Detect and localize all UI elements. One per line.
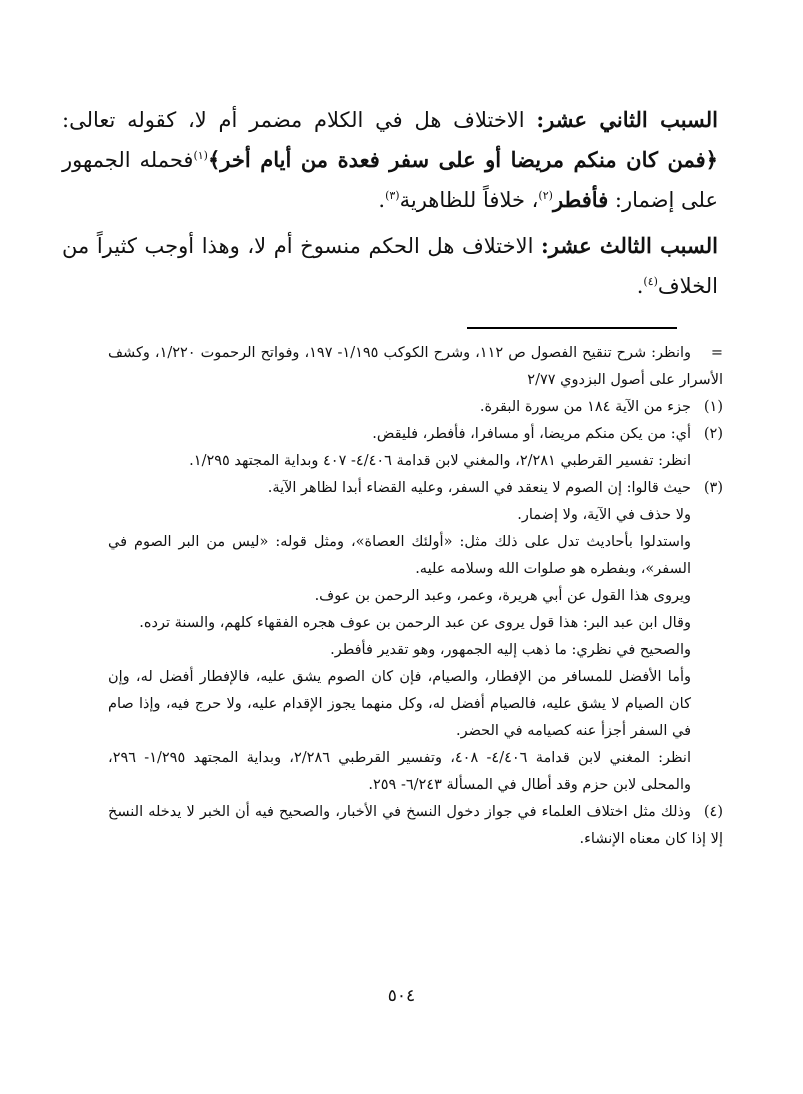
footnote-number: (٣) xyxy=(703,480,723,496)
footnote-text: أي: من يكن منكم مريضا، أو مسافرا، فأفطر، فليقض. xyxy=(372,426,691,442)
footnote-3-refs: انظر: المغني لابن قدامة ٤/٤٠٦- ٤٠٨، وتفسير القرطبي ٢/٢٨٦، وبداية المجتهد ١/٢٩٥- ٢٩٦، والمحلى لابن حزم وقد أطال في المسألة ٦/٢٤٣- ٢٥٩. xyxy=(108,750,691,793)
continuation-text: وانظر: شرح تنقيح الفصول ص ١١٢، وشرح الكوكب ١/١٩٥- ١٩٧، وفواتح الرحموت ١/٢٢٠، وكشف الأسرار على أصول البزدوي ٢/٧٧ xyxy=(108,345,723,388)
page-number: ٥٠٤ xyxy=(387,986,416,1006)
period: . xyxy=(636,274,644,298)
footnote-text: وذلك مثل اختلاف العلماء في جواز دخول النسخ في الأخبار، والصحيح فيه أن الخبر لا يدخله النسخ إلا إذا كان معناه الإنشاء. xyxy=(108,804,723,847)
reason-13-label: السبب الثالث عشر: xyxy=(541,233,718,258)
footnote-4 xyxy=(108,799,723,853)
footnote-divider xyxy=(467,327,677,329)
footnote-text: جزء من الآية ١٨٤ من سورة البقرة. xyxy=(479,399,691,415)
footnote-ref-4: (٤) xyxy=(643,275,658,288)
footnote-number: (١) xyxy=(703,399,723,415)
footnote-2 xyxy=(108,421,723,448)
footnote-number: (٢) xyxy=(703,426,723,442)
footnote-3-line: وأما الأفضل للمسافر من الإفطار، والصيام، فإن كان الصوم يشق عليه، فالإفطار أفضل له، وإن كان الصيام لا يشق عليه، فالصيام أفضل له، وكل منهما يجوز الإقدام عليه، ولا حرج فيه، وإذا صام في السفر أجزأ عنه كصيامه في الحضر. xyxy=(108,669,691,739)
footnotes xyxy=(108,340,723,853)
footnote-ref-1: (١) xyxy=(193,149,208,162)
footnote-3-line: واستدلوا بأحاديث تدل على ذلك مثل: «أولئك العصاة»، ومثل قوله: «ليس من البر الصوم في السفر»، وبفطره هو صلوات الله وسلامه عليه. xyxy=(108,534,691,577)
footnote-3 xyxy=(108,475,723,502)
footnote-text: حيث قالوا: إن الصوم لا ينعقد في السفر، وعليه القضاء أبدا لظاهر الآية. xyxy=(267,480,691,496)
footnote-number: (٤) xyxy=(703,804,723,820)
footnote-ref-3: (٣) xyxy=(385,189,400,202)
footnote-3-line: والصحيح في نظري: ما ذهب إليه الجمهور، وهو تقدير فأفطر. xyxy=(330,642,691,658)
footnote-3-line: وقال ابن عبد البر: هذا قول يروى عن عبد الرحمن بن عوف هجره الفقهاء كلهم، والسنة ترده. xyxy=(139,615,691,631)
period: . xyxy=(378,188,386,212)
reason-12-text: الاختلاف هل في الكلام مضمر أم لا، كقوله تعالى: xyxy=(62,108,537,132)
footnote-3-line: ولا حذف في الآية، ولا إضمار. xyxy=(517,507,691,523)
reason-12-text-2: فحمله الجمهور على إضمار: xyxy=(62,148,718,212)
paragraph-reason-12 xyxy=(62,100,718,220)
continuation-mark: = xyxy=(710,345,724,361)
footnote-ref-2: (٢) xyxy=(538,189,553,202)
paragraph-reason-13 xyxy=(62,226,718,306)
footnote-continuation xyxy=(108,340,723,394)
reason-12-text-3: ، خلافاً للظاهرية xyxy=(399,188,539,212)
footnote-2-refs: انظر: تفسير القرطبي ٢/٢٨١، والمغني لابن قدامة ٤/٤٠٦- ٤٠٧ وبداية المجتهد ١/٢٩٥. xyxy=(189,453,691,469)
footnote-3-line: ويروى هذا القول عن أبي هريرة، وعمر، وعبد الرحمن بن عوف. xyxy=(314,588,691,604)
main-text xyxy=(62,100,718,312)
footnote-1 xyxy=(108,394,723,421)
reason-13-text: الاختلاف هل الحكم منسوخ أم لا، وهذا أوجب كثيراً من الخلاف xyxy=(62,234,718,298)
bold-word-aftar: فأفطر xyxy=(552,187,609,212)
reason-12-label: السبب الثاني عشر: xyxy=(536,107,718,132)
quran-quote: ﴿فمن كان منكم مريضا أو على سفر فعدة من أيام أخر﴾ xyxy=(207,147,718,172)
